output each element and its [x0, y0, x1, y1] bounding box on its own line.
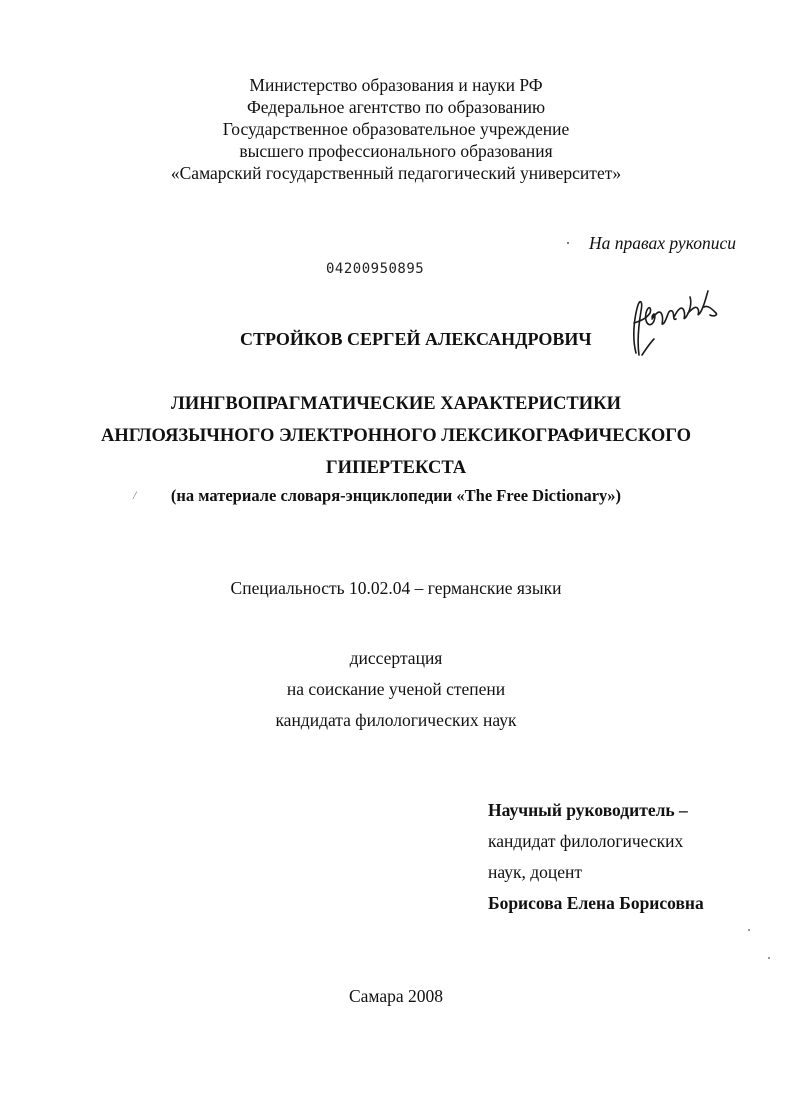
- supervisor-heading: Научный руководитель –: [488, 800, 688, 820]
- institution-header: [0, 74, 792, 184]
- scan-speck: [748, 929, 750, 931]
- scan-speck: [768, 957, 770, 959]
- header-line-ministry: Министерство образования и науки РФ: [249, 75, 543, 95]
- library-stamp-number: 04200950895: [326, 261, 425, 277]
- manuscript-note: На правах рукописи: [589, 233, 736, 253]
- header-line-institution-type: Государственное образовательное учреждение: [222, 119, 570, 139]
- degree-line-1: диссертация: [349, 648, 443, 668]
- handwritten-signature: [624, 283, 724, 363]
- specialty-line: Специальность 10.02.04 – германские языки: [230, 578, 562, 598]
- title-line-1: ЛИНГВОПРАГМАТИЧЕСКИЕ ХАРАКТЕРИСТИКИ: [171, 394, 621, 414]
- supervisor-block: [488, 795, 704, 919]
- author-name: СТРОЙКОВ СЕРГЕЙ АЛЕКСАНДРОВИЧ: [240, 329, 592, 349]
- supervisor-degree-line-2: наук, доцент: [488, 862, 583, 882]
- city-year: Самара 2008: [348, 986, 444, 1006]
- supervisor-name: Борисова Елена Борисовна: [488, 893, 704, 913]
- header-line-university: «Самарский государственный педагогический университет»: [170, 163, 622, 183]
- degree-line-3: кандидата филологических наук: [275, 710, 517, 730]
- supervisor-degree-line-1: кандидат филологических: [488, 831, 684, 851]
- dissertation-subtitle: (на материале словаря-энциклопедии «The Free Dictionary»): [170, 486, 622, 505]
- title-line-3: ГИПЕРТЕКСТА: [325, 458, 467, 478]
- dissertation-title: [0, 388, 792, 484]
- scan-mark: /: [133, 488, 137, 502]
- degree-statement: [0, 643, 792, 736]
- header-line-education-level: высшего профессионального образования: [239, 141, 553, 161]
- degree-line-2: на соискание ученой степени: [286, 679, 506, 699]
- header-line-agency: Федеральное агентство по образованию: [246, 97, 546, 117]
- title-line-2: АНГЛОЯЗЫЧНОГО ЭЛЕКТРОННОГО ЛЕКСИКОГРАФИЧЕСКОГО: [101, 426, 691, 446]
- scan-speck: [567, 242, 569, 244]
